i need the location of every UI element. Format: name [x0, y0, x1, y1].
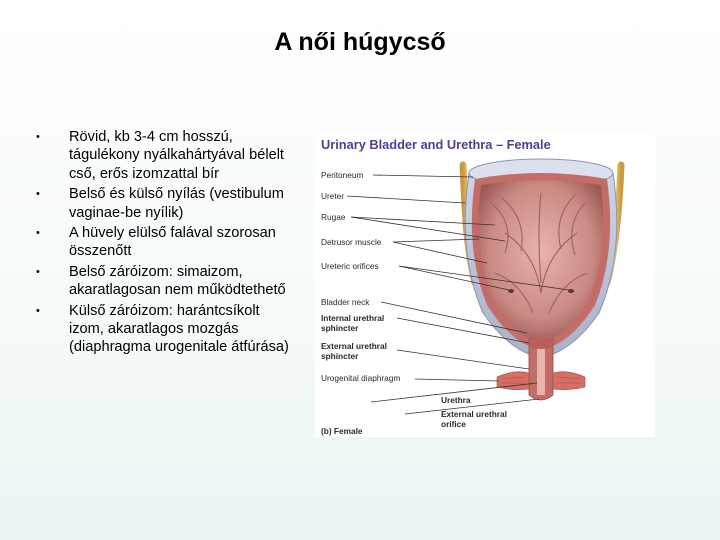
label-internal-sphincter-1: Internal urethral — [321, 313, 385, 323]
label-urethra: Urethra — [441, 395, 471, 405]
label-internal-sphincter-2: sphincter — [321, 323, 359, 333]
label-external-orifice-1: External urethral — [441, 409, 507, 419]
label-ureteric-orifices: Ureteric orifices — [321, 261, 379, 271]
bullet-dot: • — [36, 265, 40, 278]
bullet-dot: • — [36, 188, 40, 201]
bullet-item — [36, 224, 291, 261]
bladder-illustration — [315, 133, 655, 437]
bullet-dot: • — [36, 131, 40, 143]
anatomy-figure — [315, 133, 655, 437]
label-panel: (b) Female — [321, 426, 363, 436]
label-ureter: Ureter — [321, 191, 345, 201]
label-bladder-neck: Bladder neck — [321, 297, 370, 307]
bullet-text: Belső és külső nyílás (vestibulum vaginae-be nyílik) — [69, 186, 284, 221]
slide-title: A női húgycső — [274, 28, 446, 56]
bullet-dot: • — [36, 304, 40, 317]
bullet-text: Belső záróizom: simaizom, akaratlagosan nem működtethető — [69, 263, 286, 299]
label-peritoneum: Peritoneum — [321, 170, 364, 180]
bullet-item — [36, 263, 291, 300]
bullet-text: Külső záróizom: harántcsíkolt izom, akaratlagos mozgás (diaphragma urogenitale átfúrása) — [69, 302, 289, 356]
bullet-item — [36, 128, 291, 183]
bullet-text: A hüvely elülső falával szorosan összenőtt — [69, 225, 276, 260]
label-rugae: Rugae — [321, 212, 346, 222]
bullet-item — [36, 302, 291, 357]
bullet-list — [36, 128, 291, 359]
figure-title: Urinary Bladder and Urethra – Female — [321, 137, 551, 152]
bullet-text: Rövid, kb 3-4 cm hosszú, tágulékony nyálkahártyával bélelt cső, erős izomzattal bír — [69, 129, 284, 182]
label-external-sphincter-2: sphincter — [321, 351, 359, 361]
bullet-item — [36, 185, 291, 222]
label-external-orifice-2: orifice — [441, 419, 466, 429]
bullet-dot: • — [36, 227, 40, 240]
label-external-sphincter-1: External urethral — [321, 341, 387, 351]
diaphragm-right — [553, 372, 585, 390]
label-detrusor: Detrusor muscle — [321, 237, 382, 247]
label-urogenital-diaphragm: Urogenital diaphragm — [321, 373, 401, 383]
internal-sphincter — [527, 337, 555, 349]
